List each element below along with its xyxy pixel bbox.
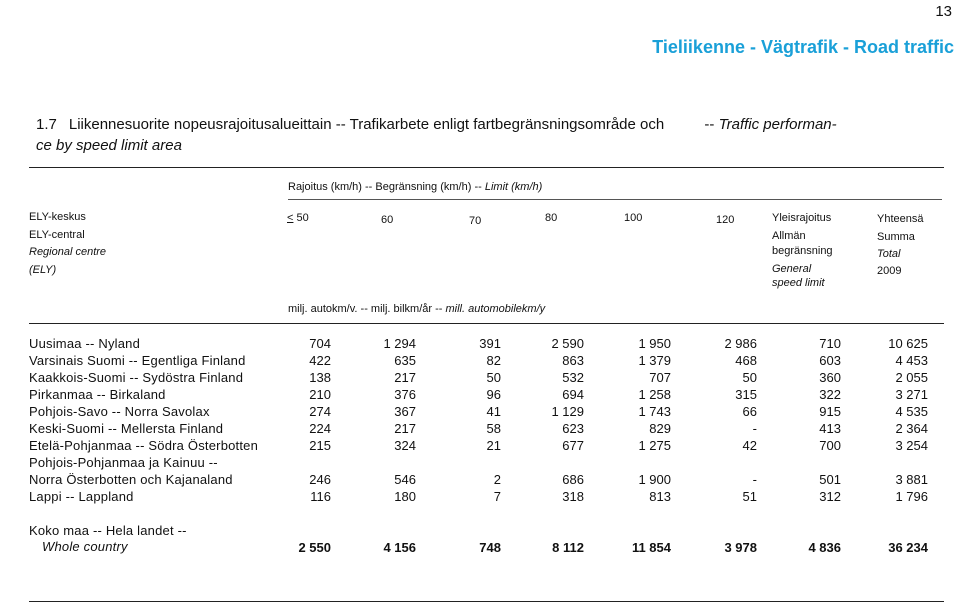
less-equal-symbol: < (287, 212, 294, 224)
table-cell: 623 (562, 421, 584, 436)
table-cell: 1 275 (638, 438, 671, 453)
table-cell: 21 (486, 438, 501, 453)
table-cell: 96 (486, 387, 501, 402)
table-cell: 322 (819, 387, 841, 402)
group-header (288, 181, 542, 193)
table-cell: 1 743 (638, 404, 671, 419)
col-header-60: 60 (381, 214, 394, 226)
section-title-en-2: ce by speed limit area (36, 137, 182, 154)
stub-header-en: Regional centre (29, 246, 107, 258)
col-header-100: 100 (624, 212, 643, 224)
table-cell: 700 (819, 438, 841, 453)
table-cell: 863 (562, 353, 584, 368)
table-cell: 360 (819, 370, 841, 385)
units-label (288, 303, 545, 315)
table-cell: 686 (562, 472, 584, 487)
table-cell: 1 294 (383, 336, 416, 351)
bottom-rule (29, 601, 944, 602)
stub-header-fi: ELY-keskus (29, 211, 86, 223)
total-row-label: Koko maa -- Hela landet -- (29, 523, 187, 538)
col-header-total-fi: Yhteensä (877, 213, 924, 225)
table-cell: 58 (486, 421, 501, 436)
table-cell: 2 364 (895, 421, 928, 436)
table-cell: 210 (309, 387, 331, 402)
table-cell: 1 950 (638, 336, 671, 351)
table-cell: 3 271 (895, 387, 928, 402)
table-cell: 2 055 (895, 370, 928, 385)
table-cell: 217 (394, 421, 416, 436)
table-cell: 10 625 (888, 336, 928, 351)
col-header-total-sv: Summa (877, 231, 915, 243)
table-cell: 274 (309, 404, 331, 419)
col-header-general-en-2: speed limit (772, 277, 825, 289)
table-cell: - (752, 472, 757, 487)
total-cell: 8 112 (552, 540, 584, 555)
col-header-50 (287, 212, 309, 224)
section-title-dash: -- (704, 116, 715, 133)
table-cell: 829 (649, 421, 671, 436)
table-cell: 2 590 (551, 336, 584, 351)
table-cell: 324 (394, 438, 416, 453)
header-rule (29, 323, 944, 324)
table-cell: 707 (649, 370, 671, 385)
table-cell: 50 (742, 370, 757, 385)
row-label: Pirkanmaa -- Birkaland (29, 387, 166, 402)
table-cell: 694 (562, 387, 584, 402)
group-header-en: Limit (km/h) (484, 181, 543, 193)
table-cell: 246 (309, 472, 331, 487)
units-en: mill. automobilekm/y (445, 303, 546, 315)
table-cell: 7 (493, 489, 501, 504)
group-underline (288, 199, 942, 200)
total-cell: 3 978 (724, 540, 757, 555)
table-cell: 710 (819, 336, 841, 351)
table-cell: 635 (394, 353, 416, 368)
col-header-general-sv-1: Allmän (772, 230, 806, 242)
col-header-general-fi: Yleisrajoitus (772, 212, 832, 224)
col-header-70: 70 (469, 215, 482, 227)
table-cell: 501 (819, 472, 841, 487)
table-cell: 546 (394, 472, 416, 487)
total-cell: 4 156 (383, 540, 416, 555)
total-cell: 36 234 (888, 540, 928, 555)
table-cell: 413 (819, 421, 841, 436)
row-label: Lappi -- Lappland (29, 489, 134, 504)
table-cell: 315 (735, 387, 757, 402)
table-cell: 42 (742, 438, 757, 453)
section-number: 1.7 (36, 116, 57, 133)
total-cell: 2 550 (298, 540, 331, 555)
table-cell: 3 881 (895, 472, 928, 487)
table-cell: 224 (309, 421, 331, 436)
section-title-main: Liikennesuorite nopeusrajoitusalueittain -- Trafikarbete enligt fartbegränsningsområde och (68, 116, 665, 133)
table-cell: 318 (562, 489, 584, 504)
table-cell: 915 (819, 404, 841, 419)
row-label: Pohjois-Pohjanmaa ja Kainuu -- (29, 455, 218, 470)
stub-header-sv: ELY-central (29, 229, 85, 241)
top-rule (29, 167, 944, 168)
table-cell: 1 900 (638, 472, 671, 487)
table-cell: 813 (649, 489, 671, 504)
col-header-general-sv-2: begränsning (772, 245, 833, 257)
table-cell: 51 (742, 489, 757, 504)
table-cell: 312 (819, 489, 841, 504)
group-header-label: Rajoitus (km/h) -- Begränsning (km/h) -- (288, 181, 482, 193)
table-cell: 217 (394, 370, 416, 385)
total-row-label-en: Whole country (42, 539, 128, 554)
col-50-value: 50 (296, 212, 309, 224)
table-cell: 1 258 (638, 387, 671, 402)
table-cell: 66 (742, 404, 757, 419)
table-cell: 2 986 (724, 336, 757, 351)
section-title-en-1: Traffic performan- (718, 116, 837, 133)
row-label: Pohjois-Savo -- Norra Savolax (29, 404, 210, 419)
table-cell: 138 (309, 370, 331, 385)
table-cell: 4 535 (895, 404, 928, 419)
table-cell: - (752, 421, 757, 436)
table-cell: 391 (479, 336, 501, 351)
col-header-general-en-1: General (772, 263, 812, 275)
table-cell: 180 (394, 489, 416, 504)
total-cell: 11 854 (631, 540, 671, 555)
table-cell: 4 453 (895, 353, 928, 368)
table-cell: 704 (309, 336, 331, 351)
table-cell: 50 (486, 370, 501, 385)
table-cell: 677 (562, 438, 584, 453)
total-cell: 4 836 (808, 540, 841, 555)
table-cell: 3 254 (895, 438, 928, 453)
table-cell: 82 (486, 353, 501, 368)
table-cell: 422 (309, 353, 331, 368)
table-cell: 1 379 (638, 353, 671, 368)
col-header-year: 2009 (877, 265, 902, 277)
col-header-120: 120 (716, 214, 735, 226)
row-label: Kaakkois-Suomi -- Sydöstra Finland (29, 370, 244, 385)
table-cell: 367 (394, 404, 416, 419)
stub-header-abbr: (ELY) (29, 264, 57, 276)
table-cell: 1 129 (551, 404, 584, 419)
table-cell: 603 (819, 353, 841, 368)
table-cell: 215 (309, 438, 331, 453)
table-cell: 376 (394, 387, 416, 402)
page-number: 13 (935, 3, 952, 20)
col-header-total-en: Total (877, 248, 901, 260)
total-cell: 748 (479, 540, 501, 555)
table-cell: 2 (493, 472, 501, 487)
row-label: Uusimaa -- Nyland (29, 336, 141, 351)
section-title (36, 114, 926, 156)
row-label: Varsinais Suomi -- Egentliga Finland (29, 353, 246, 368)
table-cell: 41 (486, 404, 501, 419)
table-cell: 1 796 (895, 489, 928, 504)
table-cell: 116 (310, 489, 331, 504)
col-header-80: 80 (545, 212, 558, 224)
row-label: Norra Österbotten och Kajanaland (29, 472, 233, 487)
units-fi-sv: milj. autokm/v. -- milj. bilkm/år -- (288, 303, 443, 315)
row-label: Etelä-Pohjanmaa -- Södra Österbotten (29, 438, 259, 453)
chapter-banner: Tieliikenne - Vägtrafik - Road traffic (652, 37, 954, 57)
table-cell: 532 (562, 370, 584, 385)
table-cell: 468 (735, 353, 757, 368)
row-label: Keski-Suomi -- Mellersta Finland (29, 421, 224, 436)
